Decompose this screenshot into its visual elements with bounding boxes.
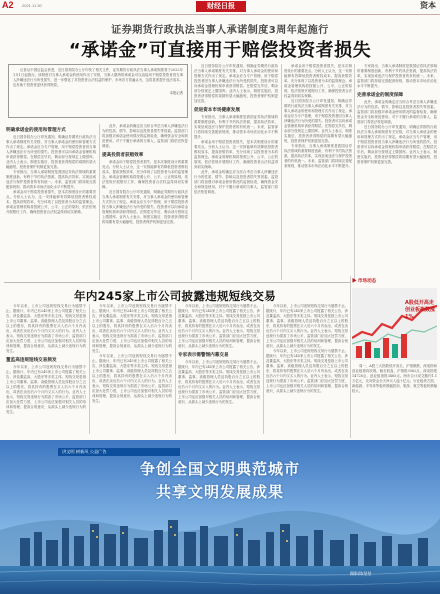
section-text-3c: 承诺金用于赔偿投资者损失，是本次制度设计的重要亮点。分析人士认为，这一安排能够有效降低投资者维权成本，提高获赔效率，充分体现了以投资者为本的监管理念。承诺金管理机构将按照公开、公平、公正的原则，依法依规开展赔付工作，确保投资者合法权益得到切实保障。 xyxy=(194,140,278,169)
section-text-4b: 近日国务院办公厅印发通知，明确证券期货行政执法当事人承诺制度有关安排，对当事人承诺金的使用和管理方式作出了规定。承诺金应当专户管理，用于赔偿投资者因当事人涉嫌违法行为所受的损失。投资者可以向承诺金管理机构申请获得赔偿。在赔偿完毕后，剩余部分按规定上缴国库。业内人士表示，制度实施后，投资者获得赔偿的周期有望大幅缩短，投资者保护机制更加完善。 xyxy=(284,99,352,143)
section-subheading-1: 明确承诺金的使用和管理方式 xyxy=(6,128,66,133)
headline-kicker: 证券期货行政执法当事人承诺制度3周年起施行 xyxy=(111,25,329,36)
story2-text-4b: 今年以来，上市公司违规短线交易行为屡禁不止。据统计，年内已有245家上市公司披露了相关公告，涉及董监高、大股东等多类主体。短线交易是指上市公司董事、监事、高级管理人员及持股百分之五以上的股东，将其持有的股票在买入后六个月内卖出，或者在卖出后六个月内又买入的行为。业内人士表示，短线交易违规行为损害了市场公平，监管部门应加大处罚力度，上市公司也应加强对相关人员的培训和管理，提高合规意识，从源头上减少违规行为的发生。 xyxy=(266,349,348,393)
ad-slogan-line-2: 共享文明发展成果 xyxy=(155,483,284,501)
column-divider xyxy=(281,64,282,280)
section-text-3b: 专家指出，当事人承诺制度是我国证券执法领域的重要制度创新，有利于节约执法资源，提高执法效率，实现惩戒违法与保护投资者的有机统一。未来，监管部门将持续完善配套规则，推动资本市场法治化水平不断提升。 xyxy=(194,115,278,139)
main-headline: “承诺金”可直接用于赔偿投资者损失 xyxy=(68,40,372,61)
lead-byline: 本报记者 xyxy=(169,91,183,95)
story2-text-1b: 今年以来，上市公司违规短线交易行为屡禁不止。据统计，年内已有245家上市公司披露了相关公告，涉及董监高、大股东等多类主体。短线交易是指上市公司董事、监事、高级管理人员及持股百分之五以上的股东，将其持有的股票在买入后六个月内卖出，或者在卖出后六个月内又买入的行为。业内人士表示，短线交易违规行为损害了市场公平，监管部门应加大处罚力度，上市公司也应加强对相关人员的培训和管理，提高合规意识，从源头上减少违规行为的发生。 xyxy=(6,365,86,414)
market-headline: A股低开高走 创业板指数涨1% xyxy=(405,300,436,320)
ad-slogan-line-1: 争创全国文明典范城市 xyxy=(139,460,300,478)
lead-text: 记者从中国证监会获悉，近日国务院办公厅印发了相关文件，证券期货行政执法当事人承诺制度将于2022年1月1日起施行。该制度对当事人承诺金的使用作出了安排，当事人缴纳的承诺金可以直接用于赔偿投资者因当事人涉嫌违法行为所受损失，进一步强化了对投资者合法权益的保护，市场各方普遍认为，这将显著提升违法成本，也有助于投资者更快获得赔偿。 xyxy=(13,68,183,87)
section-label: 资本 xyxy=(420,1,436,10)
section-text-5b: 此外，承诺金的确定应当综合考虑当事人涉嫌违法行为的性质、情节、影响以及投资者损失等因素。监管部门将加强对承诺金使用情况的监督检查，确保资金安全和规范使用。对于不履行承诺的当事人，监管部门将依法恢复调查。 xyxy=(357,100,437,124)
section-text-5c: 近日国务院办公厅印发通知，明确证券期货行政执法当事人承诺制度有关安排，对当事人承诺金的使用和管理方式作出了规定。承诺金应当专户管理，用于赔偿投资者因当事人涉嫌违法行为所受的损失。投资者可以向承诺金管理机构申请获得赔偿。在赔偿完毕后，剩余部分按规定上缴国库。业内人士表示，制度实施后，投资者获得赔偿的周期有望大幅缩短，投资者保护机制更加完善。 xyxy=(357,125,437,164)
section-text-1b: 专家指出，当事人承诺制度是我国证券执法领域的重要制度创新，有利于节约执法资源，提高执法效率，实现惩戒违法与保护投资者的有机统一。未来，监管部门将持续完善配套规则，推动资本市场法治化水平不断提升。 xyxy=(6,170,96,189)
story2-column-3 xyxy=(178,304,260,434)
story2-text-3: 今年以来，上市公司违规短线交易行为屡禁不止。据统计，年内已有245家上市公司披露了相关公告，涉及董监高、大股东等多类主体。短线交易是指上市公司董事、监事、高级管理人员及持股百分之五以上的股东，将其持有的股票在买入后六个月内卖出，或者在卖出后六个月内又买入的行为。业内人士表示，短线交易违规行为损害了市场公平，监管部门应加大处罚力度，上市公司也应加强对相关人员的培训和管理，提高合规意识，从源头上减少违规行为的发生。 xyxy=(178,304,260,348)
section-text-2: 此外，承诺金的确定应当综合考虑当事人涉嫌违法行为的性质、情节、影响以及投资者损失等因素。监管部门将加强对承诺金使用情况的监督检查，确保资金安全和规范使用。对于不履行承诺的当事人，监管部门将依法恢复调查。 xyxy=(102,124,188,148)
column-divider xyxy=(350,276,351,438)
market-text-column xyxy=(352,364,437,436)
column-divider xyxy=(175,304,176,434)
market-text: 周一，A股三大指数低开高走，沪指微跌，深成指和创业板指均收涨。截至收盘，沪指报3562点，深成指报14728点，创业板指报3485点。两市合计成交额约1.1万亿元，北向资金全天净买入逾十亿元。行业板块方面，新能源、半导体等板块涨幅居前，旅游、航空等板块跌幅较大。 xyxy=(352,364,437,393)
section-text-1c: 承诺金用于赔偿投资者损失，是本次制度设计的重要亮点。分析人士认为，这一安排能够有效降低投资者维权成本，提高获赔效率，充分体现了以投资者为本的监管理念。承诺金管理机构将按照公开、公平、公正的原则，依法依规开展赔付工作，确保投资者合法权益得到切实保障。 xyxy=(6,190,96,214)
lead-box xyxy=(8,64,188,118)
section-text-2c: 近日国务院办公厅印发通知，明确证券期货行政执法当事人承诺制度有关安排，对当事人承诺金的使用和管理方式作出了规定。承诺金应当专户管理，用于赔偿投资者因当事人涉嫌违法行为所受的损失。投资者可以向承诺金管理机构申请获得赔偿。在赔偿完毕后，剩余部分按规定上缴国库。业内人士表示，制度实施后，投资者获得赔偿的周期有望大幅缩短，投资者保护机制更加完善。 xyxy=(102,190,188,224)
story2-text-2b: 今年以来，上市公司违规短线交易行为屡禁不止。据统计，年内已有245家上市公司披露了相关公告，涉及董监高、大股东等多类主体。短线交易是指上市公司董事、监事、高级管理人员及持股百分之五以上的股东，将其持有的股票在买入后六个月内卖出，或者在卖出后六个月内又买入的行为。业内人士表示，短线交易违规行为损害了市场公平，监管部门应加大处罚力度，上市公司也应加强对相关人员的培训和管理，提高合规意识，从源头上减少违规行为的发生。 xyxy=(92,354,172,403)
issue-date: 2021.11.30 xyxy=(22,3,42,8)
second-headline: 年内245家上市公司披露违规短线交易 xyxy=(74,289,276,303)
story2-text-3b: 今年以来，上市公司违规短线交易行为屡禁不止。据统计，年内已有245家上市公司披露了相关公告，涉及董监高、大股东等多类主体。短线交易是指上市公司董事、监事、高级管理人员及持股百分之五以上的股东，将其持有的股票在买入后六个月内卖出，或者在卖出后六个月内又买入的行为。业内人士表示，短线交易违规行为损害了市场公平，监管部门应加大处罚力度，上市公司也应加强对相关人员的培训和管理，提高合规意识，从源头上减少违规行为的发生。 xyxy=(178,360,260,404)
story2-column-2 xyxy=(92,304,172,434)
section-divider xyxy=(4,282,350,283)
market-label: ▶ 市场动态 xyxy=(352,278,377,283)
article-column-5 xyxy=(357,64,437,274)
story2-text-2: 今年以来，上市公司违规短线交易行为屡禁不止。据统计，年内已有245家上市公司披露了相关公告，涉及董监高、大股东等多类主体。短线交易是指上市公司董事、监事、高级管理人员及持股百分之五以上的股东，将其持有的股票在买入后六个月内卖出，或者在卖出后六个月内又买入的行为。业内人士表示，短线交易违规行为损害了市场公平，监管部门应加大处罚力度，上市公司也应加强对相关人员的培训和管理，提高合规意识，从源头上减少违规行为的发生。 xyxy=(92,304,172,353)
section-text-4c: 专家指出，当事人承诺制度是我国证券执法领域的重要制度创新，有利于节约执法资源，提高执法效率，实现惩戒违法与保护投资者的有机统一。未来，监管部门将持续完善配套规则，推动资本市场法治化水平不断提升。 xyxy=(284,144,352,168)
story2-column-1 xyxy=(6,304,86,434)
section-badge: 财经日报 xyxy=(196,1,246,12)
section-text-3: 近日国务院办公厅印发通知，明确证券期货行政执法当事人承诺制度有关安排，对当事人承诺金的使用和管理方式作出了规定。承诺金应当专户管理，用于赔偿投资者因当事人涉嫌违法行为所受的损失。投资者可以向承诺金管理机构申请获得赔偿。在赔偿完毕后，剩余部分按规定上缴国库。业内人士表示，制度实施后，投资者获得赔偿的周期有望大幅缩短，投资者保护机制更加完善。 xyxy=(194,64,278,103)
story2-subheading-1: 董监高违规短线交易频发 xyxy=(6,358,57,363)
market-chart-illustration xyxy=(352,288,437,360)
page-header xyxy=(0,0,440,15)
photo-credit: 摄影/陈坚坚 xyxy=(350,571,372,576)
section-subheading-2: 提高投资者获赔效率 xyxy=(102,153,144,158)
article-column-4 xyxy=(284,64,352,280)
story2-text-1: 今年以来，上市公司违规短线交易行为屡禁不止。据统计，年内已有245家上市公司披露了相关公告，涉及董监高、大股东等多类主体。短线交易是指上市公司董事、监事、高级管理人员及持股百分之五以上的股东，将其持有的股票在买入后六个月内卖出，或者在卖出后六个月内又买入的行为。业内人士表示，短线交易违规行为损害了市场公平，监管部门应加大处罚力度，上市公司也应加强对相关人员的培训和管理，提高合规意识，从源头上减少违规行为的发生。 xyxy=(6,304,86,353)
article-column-1 xyxy=(6,124,96,280)
page-number: A2 xyxy=(2,0,14,10)
article-column-3 xyxy=(194,64,278,280)
section-subheading-5: 完善承诺金的制度保障 xyxy=(357,93,403,98)
section-text-2b: 承诺金用于赔偿投资者损失，是本次制度设计的重要亮点。分析人士认为，这一安排能够有效降低投资者维权成本，提高获赔效率，充分体现了以投资者为本的监管理念。承诺金管理机构将按照公开、公平、公正的原则，依法依规开展赔付工作，确保投资者合法权益得到切实保障。 xyxy=(102,160,188,189)
story2-column-4 xyxy=(266,304,348,434)
section-text-3d: 此外，承诺金的确定应当综合考虑当事人涉嫌违法行为的性质、情节、影响以及投资者损失等因素。监管部门将加强对承诺金使用情况的监督检查，确保资金安全和规范使用。对于不履行承诺的当事人，监管部门将依法恢复调查。 xyxy=(194,170,278,194)
column-divider xyxy=(99,124,100,280)
story2-text-4: 今年以来，上市公司违规短线交易行为屡禁不止。据统计，年内已有245家上市公司披露了相关公告，涉及董监高、大股东等多类主体。短线交易是指上市公司董事、监事、高级管理人员及持股百分之五以上的股东，将其持有的股票在买入后六个月内卖出，或者在卖出后六个月内又买入的行为。业内人士表示，短线交易违规行为损害了市场公平，监管部门应加大处罚力度，上市公司也应加强对相关人员的培训和管理，提高合规意识，从源头上减少违规行为的发生。 xyxy=(266,304,348,348)
section-text-1: 近日国务院办公厅印发通知，明确证券期货行政执法当事人承诺制度有关安排，对当事人承诺金的使用和管理方式作出了规定。承诺金应当专户管理，用于赔偿投资者因当事人涉嫌违法行为所受的损失。投资者可以向承诺金管理机构申请获得赔偿。在赔偿完毕后，剩余部分按规定上缴国库。业内人士表示，制度实施后，投资者获得赔偿的周期有望大幅缩短，投资者保护机制更加完善。 xyxy=(6,135,96,169)
column-divider xyxy=(354,64,355,280)
story2-subheading-2: 专家表示需警惕内幕交易 xyxy=(178,353,229,358)
column-divider xyxy=(263,304,264,434)
market-label-text: 市场动态 xyxy=(357,278,377,283)
column-divider xyxy=(89,304,90,434)
column-divider xyxy=(191,64,192,280)
section-text-4: 承诺金用于赔偿投资者损失，是本次制度设计的重要亮点。分析人士认为，这一安排能够有效降低投资者维权成本，提高获赔效率，充分体现了以投资者为本的监管理念。承诺金管理机构将按照公开、公平、公正的原则，依法依规开展赔付工作，确保投资者合法权益得到切实保障。 xyxy=(284,64,352,98)
section-subheading-3: 促进资本市场健康发展 xyxy=(194,108,240,113)
section-text-5: 专家指出，当事人承诺制度是我国证券执法领域的重要制度创新，有利于节约执法资源，提高执法效率，实现惩戒违法与保护投资者的有机统一。未来，监管部门将持续完善配套规则，推动资本市场法治化水平不断提升。 xyxy=(357,64,437,88)
article-column-2 xyxy=(102,124,188,280)
market-photo xyxy=(352,288,437,360)
ad-tag: 讲文明 树新风 公益广告 xyxy=(58,448,180,456)
